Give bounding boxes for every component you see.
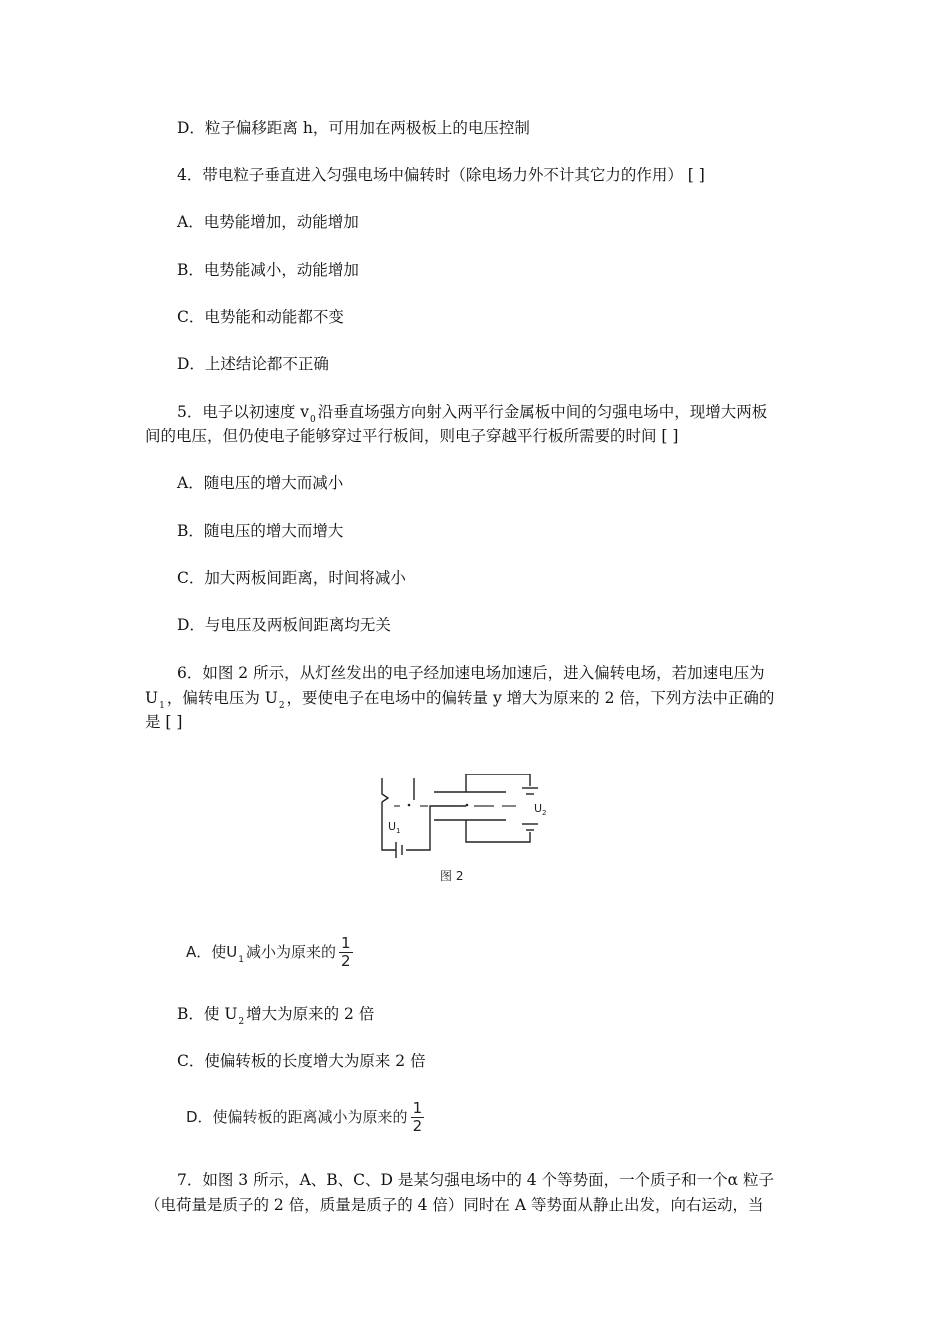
q6-stem-line2 (145, 688, 774, 711)
anode-wire (430, 806, 466, 812)
q3-option-d: D．粒子偏移距离 h，可用加在两极板上的电压控制 (177, 119, 530, 137)
u2-label: U (534, 802, 543, 815)
q5-stem-part: 5．电子以初速度 v (177, 403, 310, 421)
beam-dot (466, 804, 469, 807)
fraction-denominator: 2 (341, 952, 351, 970)
q6-stem-line1: 6．如图 2 所示，从灯丝发出的电子经加速电场加速后，进入偏转电场，若加速电压为 (177, 664, 765, 682)
q6-option-a-prefix: A．使U (186, 943, 238, 961)
u2-top-wire (466, 774, 530, 792)
q7-stem-line2: （电荷量是质子的 2 倍，质量是质子的 4 倍）同时在 A 等势面从静止出发，向右运动，当 (145, 1196, 764, 1214)
q5-stem-line1 (177, 402, 767, 425)
q6-option-d-text: D．使偏转板的距离减小为原来的 (186, 1108, 408, 1126)
q6-option-c: C．使偏转板的长度增大为原来 2 倍 (177, 1052, 426, 1070)
q6-stem-line3: 是 [ ] (145, 713, 183, 731)
q6-u2-subscript: 2 (278, 701, 285, 711)
u2-bottom-wire (466, 820, 530, 842)
fraction-one-half (411, 1100, 425, 1135)
q5-stem-line2: 间的电压，但仍使电子能够穿过平行板间，则电子穿越平行板所需要的时间 [ ] (145, 427, 679, 445)
q4-option-b: B．电势能减小，动能增加 (177, 261, 359, 279)
circuit-diagram (374, 774, 564, 890)
q7-stem-line1: 7．如图 3 所示，A、B、C、D 是某匀强电场中的 4 个等势面，一个质子和一个α 粒子 (177, 1171, 774, 1189)
q5-stem-part: 沿垂直场强方向射入两平行金属板中间的匀强电场中，现增大两板 (317, 403, 768, 421)
u1-label-subscript: 1 (396, 827, 401, 835)
fraction-numerator: 1 (412, 1099, 423, 1117)
q6-stem-part: ，要使电子在电场中的偏转量 y 增大为原来的 2 倍，下列方法中正确的 (286, 689, 775, 707)
q6-stem-part: ，偏转电压为 U (166, 689, 278, 707)
q5-option-d: D．与电压及两板间距离均无关 (177, 616, 391, 634)
filament (382, 778, 388, 802)
q5-option-a: A．随电压的增大而减小 (177, 474, 344, 492)
q6-option-b-prefix: B．使 U (177, 1005, 238, 1023)
q5-option-c: C．加大两板间距离，时间将减小 (177, 569, 406, 587)
u1-right-wire (406, 812, 430, 850)
q6-option-b-subscript: 2 (238, 1017, 245, 1027)
q6-option-b-suffix: 增大为原来的 2 倍 (246, 1005, 375, 1023)
beam-dot (408, 804, 411, 807)
q6-option-a (186, 932, 353, 975)
q4-option-d: D．上述结论都不正确 (177, 355, 329, 373)
figure-caption: 图 2 (440, 869, 464, 883)
q6-u1-subscript: 1 (159, 701, 165, 711)
q6-stem-part: U (145, 689, 159, 707)
q4-stem: 4．带电粒子垂直进入匀强电场中偏转时（除电场力外不计其它力的作用） [ ] (177, 166, 705, 184)
fraction-numerator: 1 (341, 934, 351, 952)
q4-option-c: C．电势能和动能都不变 (177, 308, 344, 326)
q5-v0-subscript: 0 (310, 415, 316, 425)
q5-option-b: B．随电压的增大而增大 (177, 522, 344, 540)
q6-option-b (177, 1004, 374, 1027)
u1-label: U (388, 820, 397, 833)
q6-option-d (186, 1097, 424, 1137)
q6-option-a-suffix: 减小为原来的 (245, 943, 336, 961)
figure-2-circuit (374, 774, 564, 890)
q4-option-a: A．电势能增加，动能增加 (177, 213, 359, 231)
q6-option-a-subscript: 1 (238, 955, 244, 965)
fraction-denominator: 2 (412, 1117, 423, 1135)
u2-label-subscript: 2 (542, 809, 547, 817)
fraction-one-half (339, 935, 353, 970)
